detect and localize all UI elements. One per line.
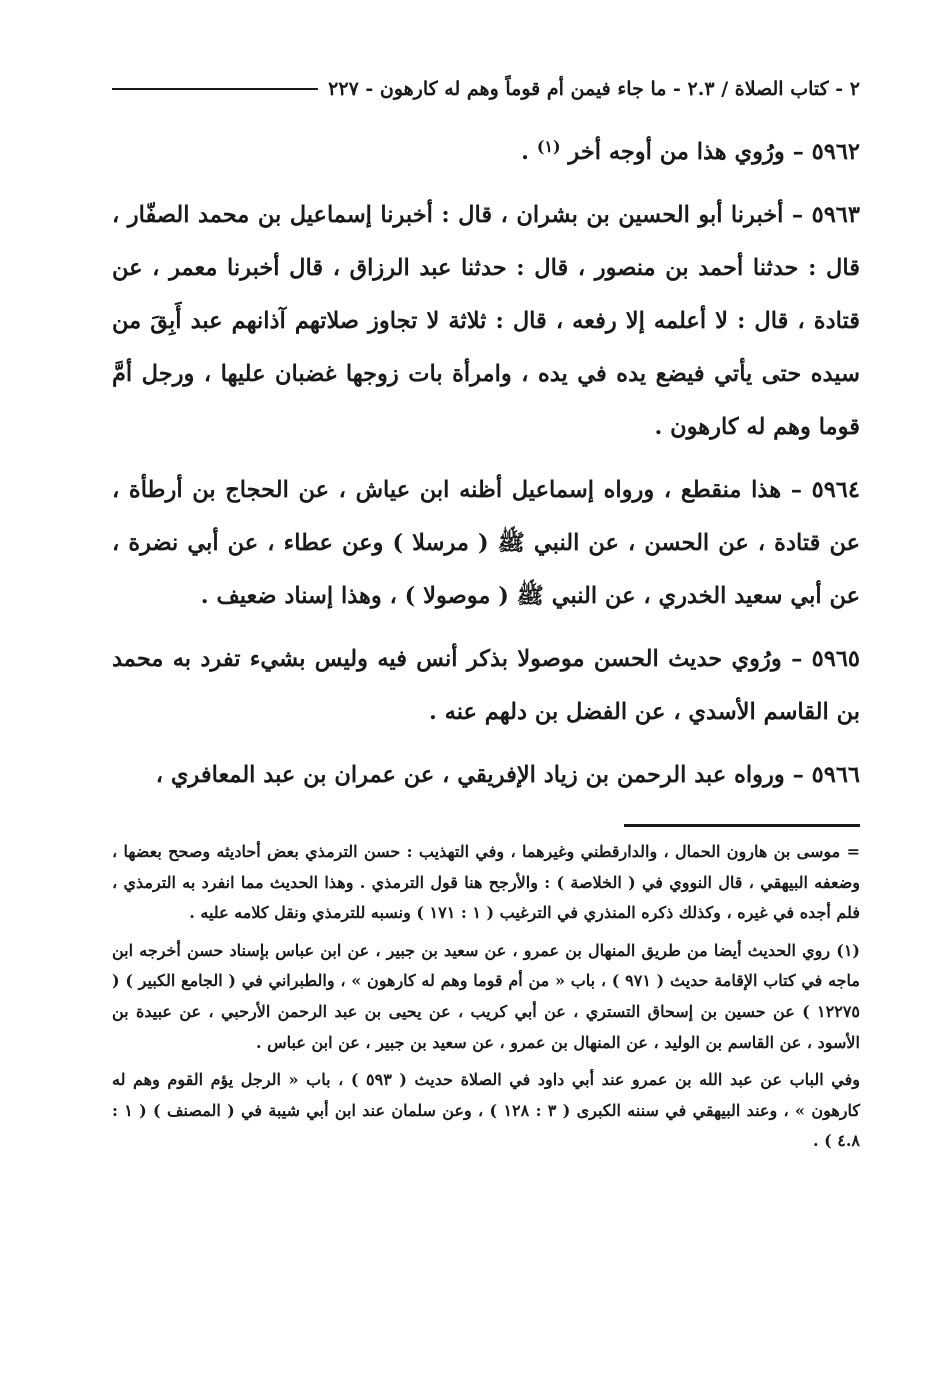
entry-separator: – — [790, 477, 802, 503]
entry-5963 — [112, 189, 860, 454]
running-header — [112, 70, 860, 108]
footnotes — [112, 837, 860, 1157]
entry-5966 — [112, 749, 860, 802]
entry-5962 — [112, 126, 860, 179]
book-page — [112, 70, 860, 1310]
footnote-text: وفي الباب عن عبد الله بن عمرو عند أبي داود في الصلاة حديث ( ٥٩٣ ) ، باب « الرجل يؤم القوم وهم له كارهون » ، وعند البيهقي في سننه الكبرى ( ٣ : ١٢٨ ) ، وعن سلمان عند ابن أبي شيبة في ( المصنف ) ( ١ : ٤.٨ ) . — [112, 1070, 861, 1151]
entry-separator: – — [792, 762, 804, 788]
entry-5965 — [112, 633, 860, 739]
entry-number: ٥٩٦٦ — [811, 762, 860, 788]
entry-separator: – — [792, 139, 804, 165]
footnote-text: روي الحديث أيضا من طريق المنهال بن عمرو ، عن سعيد بن جبير ، عن ابن عباس بإسناد حسن أخرجه ابن ماجه في كتاب الإقامة حديث ( ٩٧١ ) ، باب « من أم قوما وهم له كارهون » ، والطبراني في ( الجامع الكبير ) ( ١٢٢٧٥ ) عن حسين بن إسحاق التستري ، عن أبي كريب ، عن يحيى بن عبد الرحمن الأرحبي ، عن عبيدة بن الأسود ، عن القاسم بن الوليد ، عن المنهال بن عمرو ، عن سعيد بن جبير ، عن ابن عباس . — [112, 940, 861, 1052]
entry-separator: – — [791, 646, 803, 672]
footnote-continued — [112, 837, 860, 929]
footnote-1 — [112, 936, 860, 1058]
header-rule — [112, 88, 318, 90]
entry-number: ٥٩٦٣ — [811, 202, 860, 228]
footnote-text: موسى بن هارون الحمال ، والدارقطني وغيرهما ، وفي التهذيب : حسن الترمذي بعض أحاديثه وصحح بعضها ، وضعفه البيهقي ، قال النووي في ( الخلاصة ) : والأرجح هنا قول الترمذي . وهذا الحديث مما انفرد به الترمذي ، فلم أجده في غيره ، وكذلك ذكره المنذري في الترغيب ( ١ : ١٧١ ) ونسبه للترمذي ونقل كلامه عليه . — [112, 842, 860, 923]
entry-text: هذا منقطع ، ورواه إسماعيل أظنه ابن عياش ، عن الحجاج بن أرطأة ، عن قتادة ، عن الحسن ، عن النبي ﷺ ( مرسلا ) وعن عطاء ، عن أبي نضرة ، عن أبي سعيد الخدري ، عن النبي ﷺ ( موصولا ) ، وهذا إسناد ضعيف . — [112, 477, 860, 609]
entry-text: ورواه عبد الرحمن بن زياد الإفريقي ، عن عمران بن عبد المعافري ، — [155, 762, 785, 788]
entry-text: أخبرنا أبو الحسين بن بشران ، قال : أخبرنا إسماعيل بن محمد الصفّار ، قال : حدثنا أحمد بن منصور ، قال : حدثنا عبد الرزاق ، قال أخبرنا معمر ، عن قتادة ، قال : لا أعلمه إلا رفعه ، قال : ثلاثة لا تجاوز صلاتهم آذانهم عبد أَبِقَ من سيده حتى يأتي فيضع يده في يده ، وامرأة بات زوجها غضبان عليها ، ورجل أمَّ قوما وهم له كارهون . — [112, 202, 860, 440]
entry-number: ٥٩٦٥ — [811, 646, 860, 672]
entry-separator: – — [791, 202, 804, 228]
footnote-rule — [624, 824, 860, 827]
entry-5964 — [112, 464, 860, 623]
entry-text: ورُوي حديث الحسن موصولا بذكر أنس فيه وليس بشيء تفرد به محمد بن القاسم الأسدي ، عن الفضل بن دلهم عنه . — [112, 646, 860, 725]
entry-number: ٥٩٦٤ — [811, 477, 860, 503]
entry-number: ٥٩٦٢ — [811, 139, 860, 165]
footnote-marker: = — [846, 842, 860, 861]
main-text — [112, 126, 860, 802]
footnote-1-continued — [112, 1065, 860, 1157]
entry-text-end: . — [521, 139, 529, 165]
footnote-marker: (١) — [836, 940, 860, 960]
running-title: ٢ - كتاب الصلاة / ٢.٣ - ما جاء فيمن أم قوماً وهم له كارهون - ٢٢٧ — [328, 78, 860, 100]
footnote-reference: (١) — [536, 137, 561, 156]
entry-text: ورُوي هذا من أوجه أخر — [568, 139, 785, 165]
